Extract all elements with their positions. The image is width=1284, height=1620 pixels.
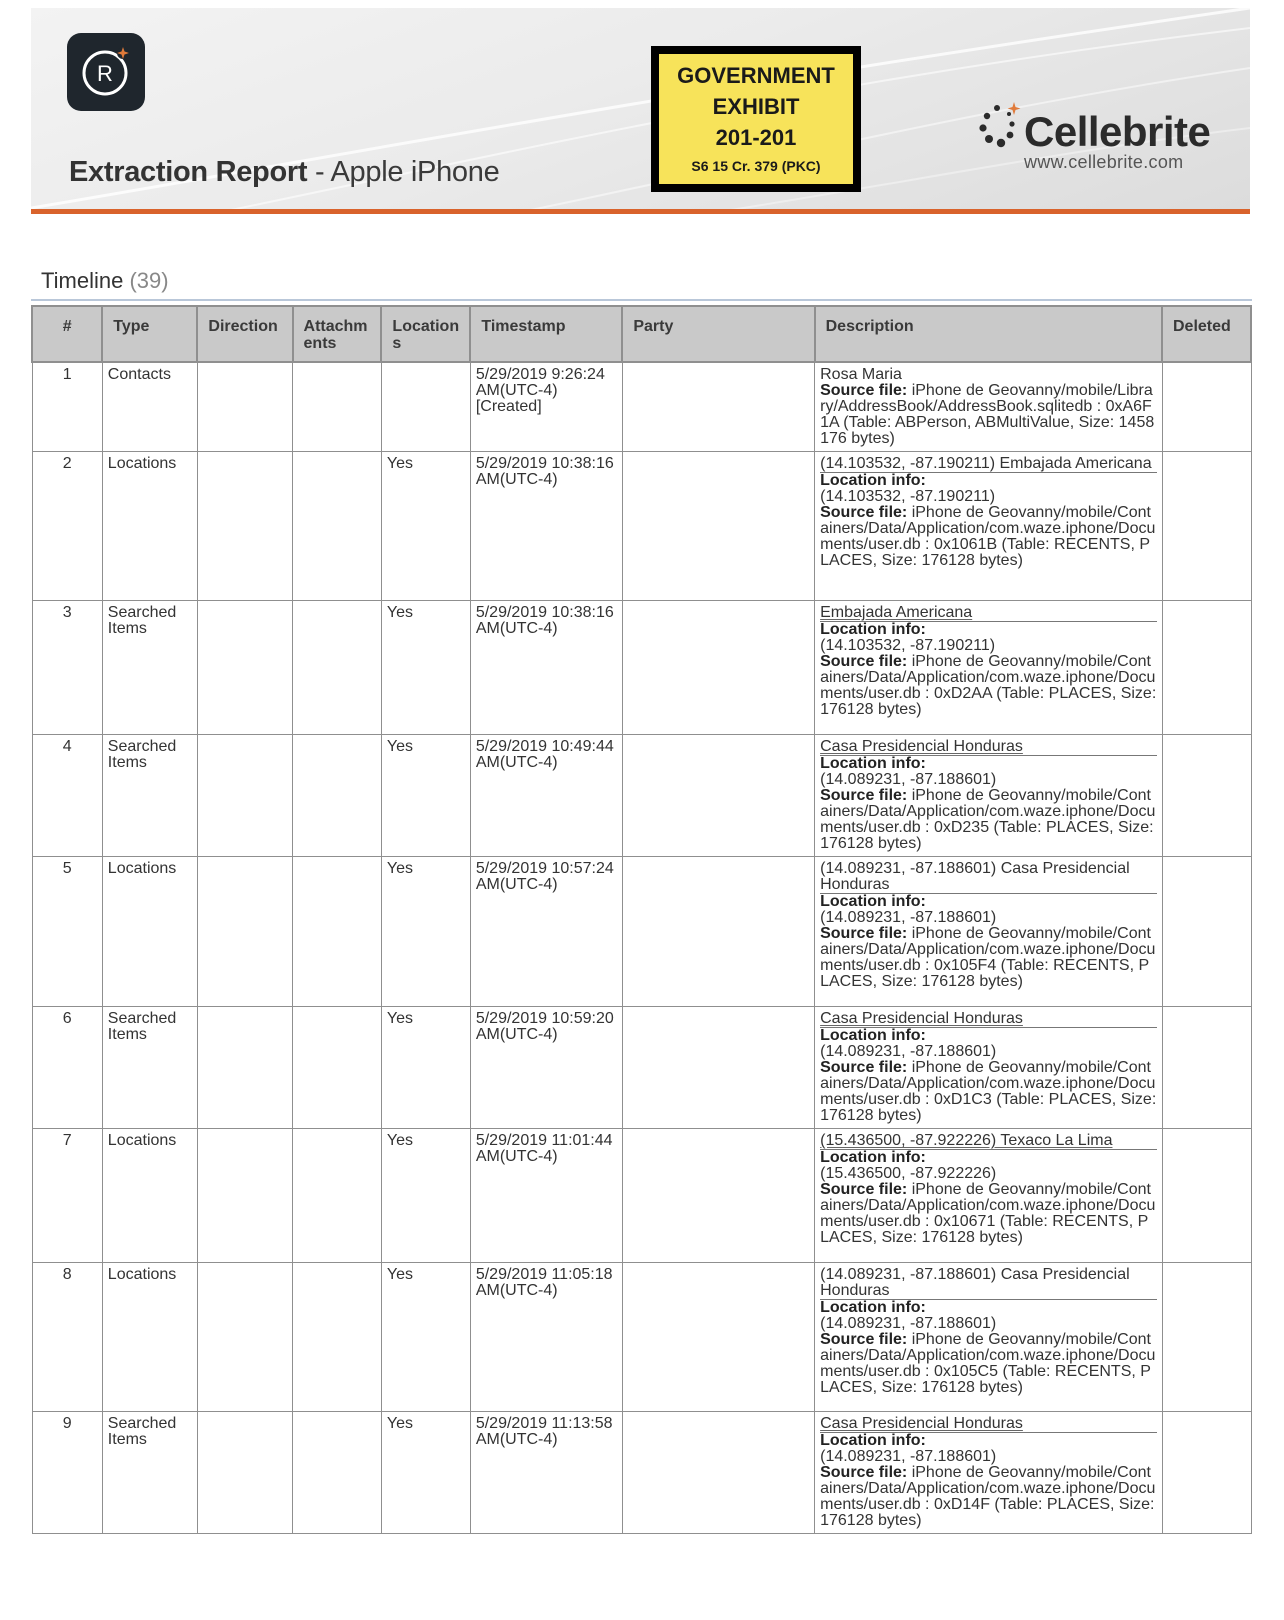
source-file	[820, 788, 1156, 852]
description-cell	[815, 735, 1162, 857]
timestamp-cell: 5/29/2019 11:13:58 AM(UTC-4)	[470, 1412, 622, 1534]
svg-text:R: R	[97, 61, 113, 86]
timestamp-cell: 5/29/2019 11:01:44 AM(UTC-4)	[470, 1129, 622, 1263]
locations-cell: Yes	[381, 1129, 470, 1263]
type-cell: Searched Items	[102, 601, 197, 735]
location-info-label: Location info:	[820, 893, 926, 910]
location-info-label: Location info:	[820, 1149, 926, 1166]
location-info-label: Location info:	[820, 1432, 926, 1449]
exhibit-line-1: GOVERNMENT	[677, 63, 835, 88]
direction-cell	[197, 1263, 292, 1412]
table-row[interactable]	[32, 1263, 1251, 1412]
deleted-cell	[1162, 857, 1251, 1007]
row-number-cell: 1	[32, 362, 102, 452]
source-file-label: Source file:	[820, 1059, 908, 1076]
source-file-label: Source file:	[820, 787, 908, 804]
location-info-label: Location info:	[820, 1027, 926, 1044]
type-cell: Locations	[102, 452, 197, 601]
description-cell	[815, 1007, 1162, 1129]
location-info	[820, 1300, 1156, 1332]
direction-cell	[197, 1007, 292, 1129]
source-file-path: iPhone de Geovanny/mobile/Containers/Data/Application/com.waze.iphone/Documents/user.db : 0xD14F (Table: PLACES, Size: 176128 bytes)	[820, 1464, 1156, 1529]
description-cell	[815, 1412, 1162, 1534]
exhibit-number: 201-201	[715, 125, 797, 150]
locations-cell: Yes	[381, 452, 470, 601]
header-accent-bar	[31, 209, 1250, 214]
deleted-cell	[1162, 601, 1251, 735]
source-file	[820, 1332, 1156, 1396]
description-title[interactable]: Embajada Americana	[820, 604, 973, 621]
location-info-value: (14.103532, -87.190211)	[820, 637, 996, 654]
exhibit-case-number: S6 15 Cr. 379 (PKC)	[691, 158, 821, 174]
timestamp-cell: 5/29/2019 10:59:20 AM(UTC-4)	[470, 1007, 622, 1129]
location-info	[820, 1150, 1156, 1182]
location-info-label: Location info:	[820, 1299, 926, 1316]
source-file	[820, 1465, 1156, 1529]
source-file-path: iPhone de Geovanny/mobile/Containers/Data/Application/com.waze.iphone/Documents/user.db : 0xD2AA (Table: PLACES, Size: 176128 bytes)	[820, 653, 1157, 718]
attachments-cell	[293, 1263, 382, 1412]
party-cell	[622, 1263, 814, 1412]
direction-cell	[197, 601, 292, 735]
report-title	[69, 156, 499, 189]
reader-app-logo	[67, 33, 145, 111]
locations-cell: Yes	[381, 857, 470, 1007]
description-cell	[815, 601, 1162, 735]
location-info-value: (14.089231, -87.188601)	[820, 771, 997, 788]
location-info-label: Location info:	[820, 621, 926, 638]
location-info-value: (14.103532, -87.190211)	[820, 488, 996, 505]
deleted-cell	[1162, 1412, 1251, 1534]
type-cell: Locations	[102, 1129, 197, 1263]
table-row[interactable]	[32, 1412, 1251, 1534]
source-file	[820, 1182, 1156, 1246]
column-header-description[interactable]: Description	[815, 306, 1162, 362]
location-info-value: (14.089231, -87.188601)	[820, 1043, 997, 1060]
attachments-cell	[293, 452, 382, 601]
location-info	[820, 1028, 1156, 1060]
locations-cell: Yes	[381, 1007, 470, 1129]
location-info-value: (14.089231, -87.188601)	[820, 1315, 997, 1332]
type-cell: Contacts	[102, 362, 197, 452]
report-title-main: Extraction Report	[69, 156, 308, 188]
direction-cell	[197, 452, 292, 601]
party-cell	[622, 735, 814, 857]
party-cell	[622, 1007, 814, 1129]
location-info	[820, 473, 1156, 505]
location-info-value: (15.436500, -87.922226)	[820, 1165, 997, 1182]
section-title-text: Timeline	[41, 268, 124, 293]
location-info-label: Location info:	[820, 472, 926, 489]
timestamp-cell: 5/29/2019 11:05:18 AM(UTC-4)	[470, 1263, 622, 1412]
source-file	[820, 505, 1156, 569]
cellebrite-url: www.cellebrite.com	[1024, 152, 1184, 172]
deleted-cell	[1162, 362, 1251, 452]
timeline-table	[31, 305, 1252, 1534]
table-row[interactable]	[32, 1129, 1251, 1263]
column-header-timestamp[interactable]: Timestamp	[470, 306, 622, 362]
column-header-attachments[interactable]: Attachm ents	[293, 306, 382, 362]
direction-cell	[197, 735, 292, 857]
table-row[interactable]	[32, 1007, 1251, 1129]
timestamp-cell: 5/29/2019 10:38:16 AM(UTC-4)	[470, 452, 622, 601]
type-cell: Searched Items	[102, 1412, 197, 1534]
section-count: (39)	[129, 268, 169, 293]
deleted-cell	[1162, 735, 1251, 857]
row-number-cell: 6	[32, 1007, 102, 1129]
source-file-label: Source file:	[820, 1181, 908, 1198]
attachments-cell	[293, 1129, 382, 1263]
column-header-direction[interactable]: Direction	[197, 306, 292, 362]
description-title: (14.103532, -87.190211) Embajada Americana	[820, 455, 1152, 472]
attachments-cell	[293, 735, 382, 857]
column-header-deleted[interactable]: Deleted	[1162, 306, 1251, 362]
row-number-cell: 8	[32, 1263, 102, 1412]
description-title[interactable]: Casa Presidencial Honduras	[820, 1415, 1023, 1432]
party-cell	[622, 601, 814, 735]
source-file	[820, 1060, 1156, 1124]
description-title: Rosa Maria	[820, 366, 902, 383]
type-cell: Locations	[102, 857, 197, 1007]
deleted-cell	[1162, 1007, 1251, 1129]
attachments-cell	[293, 857, 382, 1007]
location-info-value: (14.089231, -87.188601)	[820, 909, 997, 926]
locations-cell: Yes	[381, 1263, 470, 1412]
source-file-label: Source file:	[820, 925, 908, 942]
source-file-label: Source file:	[820, 653, 908, 670]
party-cell	[622, 1412, 814, 1534]
table-row[interactable]	[32, 452, 1251, 601]
row-number-cell: 3	[32, 601, 102, 735]
description-title: (14.089231, -87.188601) Casa Presidencial Honduras	[820, 860, 1130, 893]
direction-cell	[197, 1412, 292, 1534]
source-file-label: Source file:	[820, 1331, 908, 1348]
direction-cell	[197, 857, 292, 1007]
locations-cell: Yes	[381, 735, 470, 857]
row-number-cell: 4	[32, 735, 102, 857]
description-cell	[815, 1263, 1162, 1412]
source-file-path: iPhone de Geovanny/mobile/Containers/Data/Application/com.waze.iphone/Documents/user.db : 0x10671 (Table: RECENTS, PLACES, Size: 176128 bytes)	[820, 1181, 1156, 1246]
table-row[interactable]	[32, 601, 1251, 735]
source-file-label: Source file:	[820, 1464, 908, 1481]
source-file	[820, 926, 1156, 990]
direction-cell	[197, 1129, 292, 1263]
location-info-value: (14.089231, -87.188601)	[820, 1448, 997, 1465]
direction-cell	[197, 362, 292, 452]
source-file-path: iPhone de Geovanny/mobile/Containers/Data/Application/com.waze.iphone/Documents/user.db : 0x105C5 (Table: RECENTS, PLACES, Size: 176128 bytes)	[820, 1331, 1156, 1396]
table-row[interactable]	[32, 857, 1251, 1007]
description-cell	[815, 857, 1162, 1007]
description-title[interactable]: Casa Presidencial Honduras	[820, 1010, 1023, 1027]
timeline-table-body	[32, 362, 1251, 1534]
timestamp-cell: 5/29/2019 9:26:24 AM(UTC-4) [Created]	[470, 362, 622, 452]
locations-cell: Yes	[381, 1412, 470, 1534]
row-number-cell: 7	[32, 1129, 102, 1263]
description-cell	[815, 1129, 1162, 1263]
description-title: (14.089231, -87.188601) Casa Presidencial Honduras	[820, 1266, 1130, 1299]
column-header-type[interactable]: Type	[102, 306, 197, 362]
party-cell	[622, 857, 814, 1007]
type-cell: Searched Items	[102, 1007, 197, 1129]
timestamp-cell: 5/29/2019 10:49:44 AM(UTC-4)	[470, 735, 622, 857]
type-cell: Searched Items	[102, 735, 197, 857]
description-cell	[815, 452, 1162, 601]
attachments-cell	[293, 1007, 382, 1129]
source-file	[820, 654, 1156, 718]
column-header-party[interactable]: Party	[622, 306, 814, 362]
deleted-cell	[1162, 1263, 1251, 1412]
locations-cell	[381, 362, 470, 452]
location-info	[820, 1433, 1156, 1465]
location-info	[820, 756, 1156, 788]
source-file-label: Source file:	[820, 382, 908, 399]
section-title	[41, 268, 169, 294]
source-file-label: Source file:	[820, 504, 908, 521]
attachments-cell	[293, 601, 382, 735]
source-file-path: iPhone de Geovanny/mobile/Library/AddressBook/AddressBook.sqlitedb : 0xA6F1A (Table: ABPerson, ABMultiValue, Size: 1458176 bytes)	[820, 382, 1155, 447]
location-info-label: Location info:	[820, 755, 926, 772]
description-title[interactable]: (15.436500, -87.922226) Texaco La Lima	[820, 1132, 1113, 1149]
location-info	[820, 894, 1156, 926]
source-file	[820, 383, 1156, 447]
report-header	[31, 8, 1250, 210]
row-number-cell: 9	[32, 1412, 102, 1534]
locations-cell: Yes	[381, 601, 470, 735]
row-number-cell: 5	[32, 857, 102, 1007]
location-info	[820, 622, 1156, 654]
column-header-number[interactable]: #	[32, 306, 102, 362]
source-file-path: iPhone de Geovanny/mobile/Containers/Data/Application/com.waze.iphone/Documents/user.db : 0x1061B (Table: RECENTS, PLACES, Size: 176128 bytes)	[820, 504, 1156, 569]
type-cell: Locations	[102, 1263, 197, 1412]
section-divider	[31, 299, 1252, 301]
table-row[interactable]	[32, 362, 1251, 452]
cellebrite-brand-name: Cellebrite	[1024, 108, 1211, 155]
source-file-path: iPhone de Geovanny/mobile/Containers/Data/Application/com.waze.iphone/Documents/user.db : 0xD235 (Table: PLACES, Size: 176128 bytes)	[820, 787, 1156, 852]
row-number-cell: 2	[32, 452, 102, 601]
party-cell	[622, 362, 814, 452]
source-file-path: iPhone de Geovanny/mobile/Containers/Data/Application/com.waze.iphone/Documents/user.db : 0xD1C3 (Table: PLACES, Size: 176128 bytes)	[820, 1059, 1157, 1124]
party-cell	[622, 1129, 814, 1263]
report-title-device: - Apple iPhone	[307, 156, 500, 188]
deleted-cell	[1162, 1129, 1251, 1263]
table-row[interactable]	[32, 735, 1251, 857]
timestamp-cell: 5/29/2019 10:57:24 AM(UTC-4)	[470, 857, 622, 1007]
table-header-row	[32, 306, 1251, 362]
attachments-cell	[293, 1412, 382, 1534]
source-file-path: iPhone de Geovanny/mobile/Containers/Data/Application/com.waze.iphone/Documents/user.db : 0x105F4 (Table: RECENTS, PLACES, Size: 176128 bytes)	[820, 925, 1156, 990]
exhibit-line-2: EXHIBIT	[712, 94, 800, 119]
description-cell	[815, 362, 1162, 452]
reader-logo-icon	[67, 33, 145, 111]
party-cell	[622, 452, 814, 601]
deleted-cell	[1162, 452, 1251, 601]
column-header-locations[interactable]: Location s	[381, 306, 470, 362]
description-title[interactable]: Casa Presidencial Honduras	[820, 738, 1023, 755]
government-exhibit-sticker	[651, 46, 861, 192]
timestamp-cell: 5/29/2019 10:38:16 AM(UTC-4)	[470, 601, 622, 735]
attachments-cell	[293, 362, 382, 452]
